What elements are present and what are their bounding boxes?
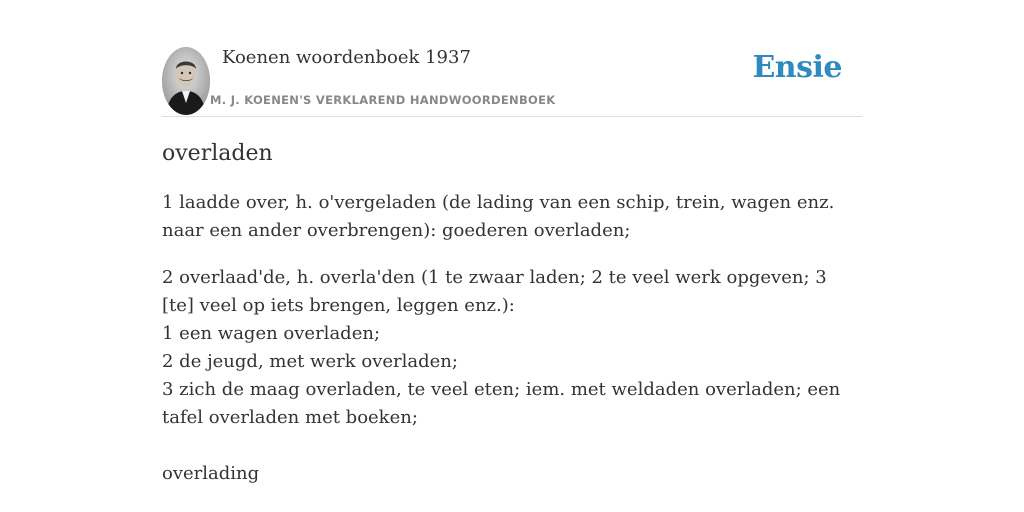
- sense-line: 1 een wagen overladen;: [162, 323, 381, 344]
- related-entry-link[interactable]: overlading: [162, 463, 260, 484]
- sense-line: 2 de jeugd, met werk overladen;: [162, 351, 458, 372]
- sense-line: 3 zich de maag overladen, te veel eten; iem. met weldaden overladen; een tafel overladen met boeken;: [162, 379, 841, 428]
- ensie-logo[interactable]: Ensie: [752, 50, 842, 85]
- entry-headword: overladen: [162, 141, 273, 166]
- entry-sense-1: [162, 189, 862, 245]
- sense-line: 1 laadde over, h. o'vergeladen (de lading van een schip, trein, wagen enz. naar een ander overbrengen): goederen overladen;: [162, 192, 835, 241]
- portrait-photo-icon: [162, 47, 210, 115]
- dictionary-subtitle: M. J. KOENEN'S VERKLAREND HANDWOORDENBOEK: [210, 93, 556, 107]
- dictionary-entry: [162, 138, 862, 488]
- dictionary-title[interactable]: Koenen woordenboek 1937: [222, 47, 471, 68]
- dictionary-header: [162, 46, 862, 117]
- entry-sense-2: [162, 264, 862, 432]
- sense-line: 2 overlaad'de, h. overla'den (1 te zwaar laden; 2 te veel werk opgeven; 3 [te] veel op iets brengen, leggen enz.):: [162, 267, 827, 316]
- author-portrait: [162, 47, 210, 115]
